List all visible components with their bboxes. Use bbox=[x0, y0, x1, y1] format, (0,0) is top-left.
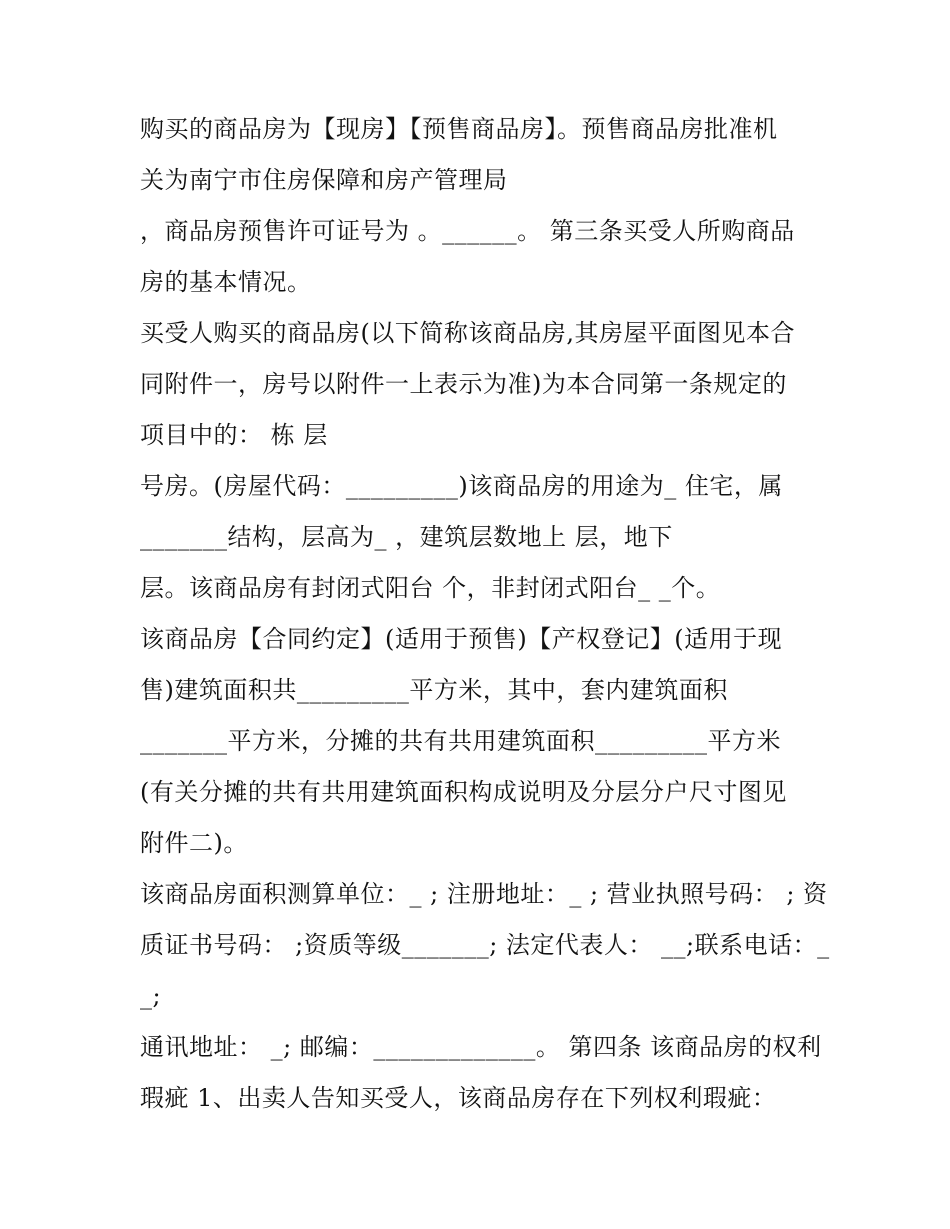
text-line: (有关分摊的共有共用建筑面积构成说明及分层分户尺寸图见 bbox=[140, 778, 787, 806]
text-line: 通讯地址： _; 邮编：_____________。 第四条 该商品房的权利 bbox=[140, 1033, 822, 1061]
text-line: 该商品房面积测算单位：_ ; 注册地址：_ ; 营业执照号码： ; 资 bbox=[140, 880, 828, 908]
text-line: _______平方米，分摊的共有共用建筑面积_________平方米 bbox=[140, 727, 781, 755]
text-line: _______结构，层高为_ ，建筑层数地上 层，地下 bbox=[140, 523, 673, 551]
text-line: 售)建筑面积共_________平方米，其中，套内建筑面积 bbox=[140, 676, 728, 704]
text-line: _; bbox=[140, 982, 162, 1010]
text-line: 附件二)。 bbox=[140, 829, 248, 857]
text-line: 层。该商品房有封闭式阳台 个，非封闭式阳台_ _个。 bbox=[140, 574, 721, 602]
text-line: 关为南宁市住房保障和房产管理局 bbox=[140, 166, 508, 194]
text-line: 号房。(房屋代码：_________)该商品房的用途为_ 住宅，属 bbox=[140, 472, 783, 500]
text-line: 购买的商品房为【现房】【预售商品房】。预售商品房批准机 bbox=[140, 115, 778, 143]
text-line: 买受人购买的商品房(以下简称该商品房,其房屋平面图见本合 bbox=[140, 319, 795, 347]
text-line: 房的基本情况。 bbox=[140, 268, 312, 296]
text-line: 瑕疵 1、出卖人告知买受人，该商品房存在下列权利瑕疵： bbox=[140, 1084, 777, 1112]
text-line: 该商品房【合同约定】(适用于预售)【产权登记】(适用于现 bbox=[140, 625, 783, 653]
text-line: 质证书号码： ;资质等级_______; 法定代表人： __;联系电话：_ bbox=[140, 931, 830, 959]
text-line: 同附件一，房号以附件一上表示为准)为本合同第一条规定的 bbox=[140, 370, 787, 398]
text-line: ，商品房预售许可证号为 。______。 第三条买受人所购商品 bbox=[140, 217, 795, 245]
text-line: 项目中的： 栋 层 bbox=[140, 421, 328, 449]
document-body bbox=[140, 104, 830, 1124]
